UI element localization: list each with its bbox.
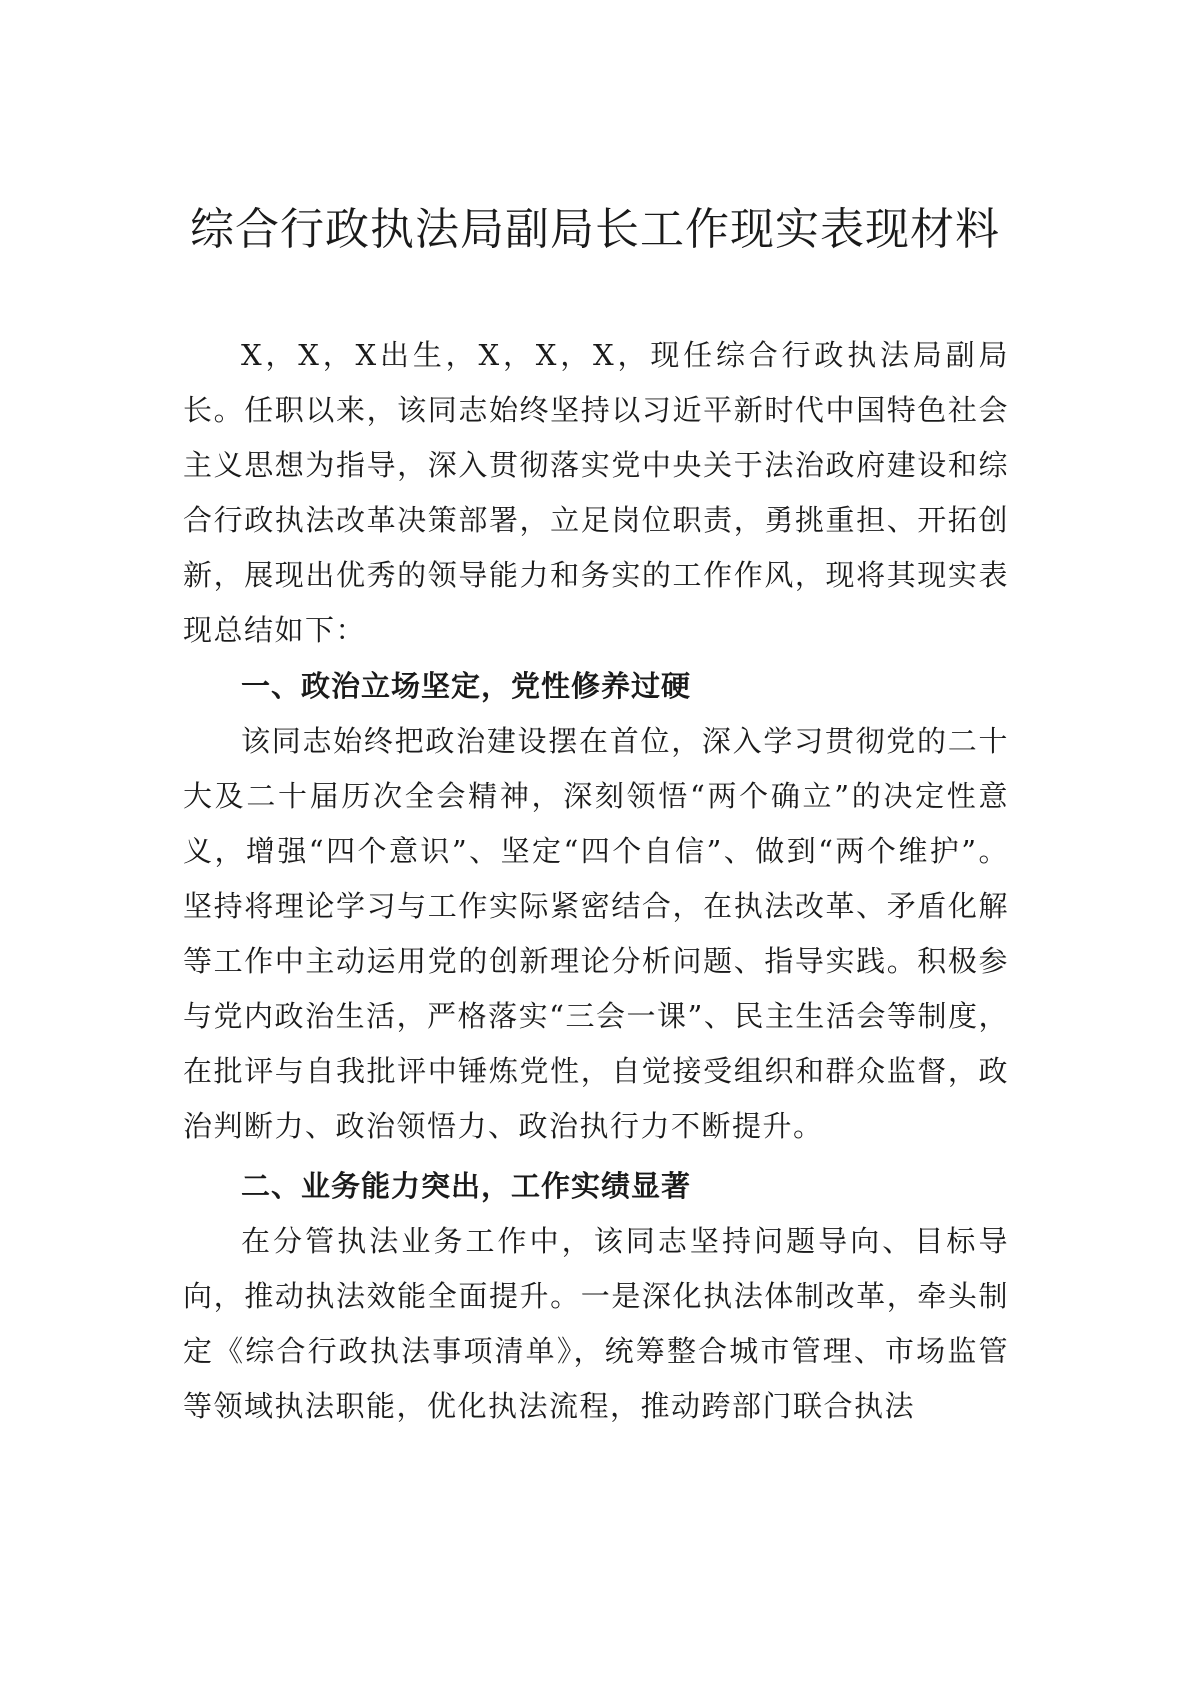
section-paragraph-1: 该同志始终把政治建设摆在首位，深入学习贯彻党的二十大及二十届历次全会精神，深刻领悟“两个确立”的决定性意义，增强“四个意识”、坚定“四个自信”、做到“两个维护”。坚持将理论学习与工作实际紧密结合，在执法改革、矛盾化解等工作中主动运用党的创新理论分析问题、指导实践。积极参与党内政治生活，严格落实“三会一课”、民主生活会等制度，在批评与自我批评中锤炼党性，自觉接受组织和群众监督，政治判断力、政治领悟力、政治执行力不断提升。 (183, 724, 1009, 1143)
document-title: 综合行政执法局副局长工作现实表现材料 (190, 204, 1000, 255)
document-body (183, 328, 1009, 1434)
section-heading-1: 一、政治立场坚定，党性修养过硬 (241, 669, 692, 703)
section-paragraph-2: 在分管执法业务工作中，该同志坚持问题导向、目标导向，推动执法效能全面提升。一是深化执法体制改革，牵头制定《综合行政执法事项清单》，统筹整合城市管理、市场监管等领域执法职能，优化执法流程，推动跨部门联合执法 (183, 1224, 1009, 1423)
intro-paragraph: X，X，X出生，X，X，X，现任综合行政执法局副局长。任职以来，该同志始终坚持以习近平新时代中国特色社会主义思想为指导，深入贯彻落实党中央关于法治政府建设和综合行政执法改革决策部署，立足岗位职责，勇挑重担、开拓创新，展现出优秀的领导能力和务实的工作作风，现将其现实表现总结如下： (183, 338, 1009, 647)
section-heading-2: 二、业务能力突出，工作实绩显著 (241, 1169, 692, 1203)
